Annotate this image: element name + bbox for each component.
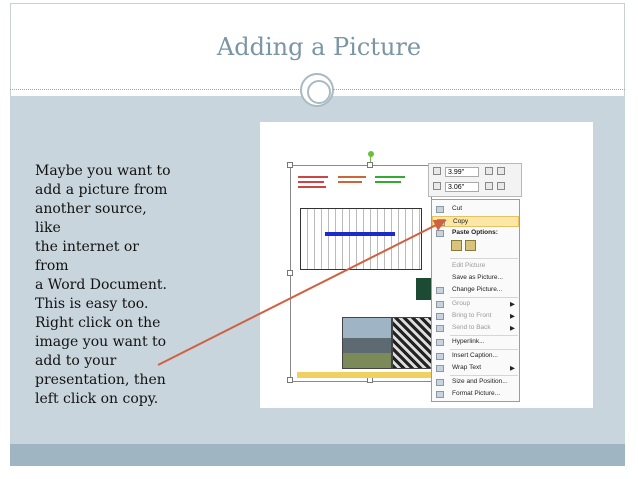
height-field[interactable]: 3.99": [445, 167, 479, 177]
menu-item-paste-options: Paste Options:: [432, 228, 519, 239]
menu-item-insert-caption[interactable]: Insert Caption...: [432, 351, 519, 362]
menu-item-edit-picture[interactable]: Edit Picture: [452, 262, 486, 269]
menu-item-save-as-picture[interactable]: Save as Picture...: [452, 274, 503, 281]
menu-item-copy[interactable]: Copy: [432, 216, 519, 227]
menu-item-format-picture[interactable]: Format Picture...: [432, 389, 519, 400]
width-field[interactable]: 3.06": [445, 182, 479, 192]
slide-title: Adding a Picture: [216, 33, 422, 61]
menu-item-hyperlink[interactable]: Hyperlink...: [432, 337, 519, 348]
submenu-arrow-icon: ▶: [510, 365, 515, 372]
menu-item-group[interactable]: Group ▶: [432, 299, 519, 310]
body-text: Maybe you want to add a picture from another source, like the internet or from a Word Document. This is easy too. Right click on the image you want to add to your presentation, then left click on copy.: [35, 163, 171, 407]
menu-item-wrap-text[interactable]: Wrap Text ▶: [432, 363, 519, 374]
menu-item-cut[interactable]: Cut: [432, 204, 519, 215]
submenu-arrow-icon: ▶: [510, 325, 515, 332]
menu-item-change-picture[interactable]: Change Picture...: [432, 285, 519, 296]
menu-item-send-to-back[interactable]: Send to Back ▶: [432, 323, 519, 334]
menu-item-size-and-position[interactable]: Size and Position...: [432, 377, 519, 388]
arrow-line: [158, 220, 446, 365]
submenu-arrow-icon: ▶: [510, 313, 515, 320]
submenu-arrow-icon: ▶: [510, 301, 515, 308]
menu-item-bring-to-front[interactable]: Bring to Front ▶: [432, 311, 519, 322]
